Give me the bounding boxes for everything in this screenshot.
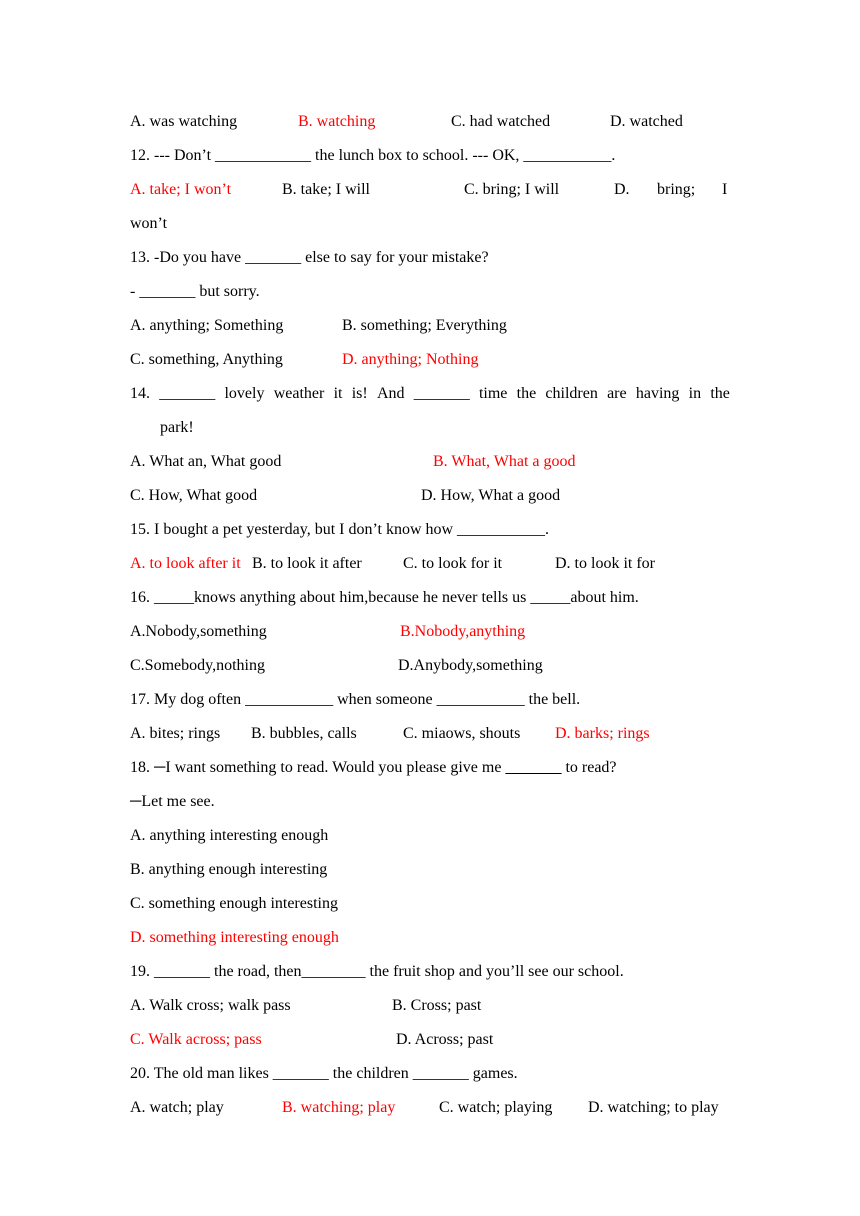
q14-stem-line [130,382,730,406]
q16-option-b-answer: B.Nobody,anything [400,623,526,640]
q18-option-a: A. anything interesting enough [130,827,329,844]
q14-option-a: A. What an, What good [130,453,282,470]
q14-stem-word: children [545,385,598,402]
q19-option-a: A. Walk cross; walk pass [130,997,291,1014]
q18-stem-suffix: to read? [561,759,617,776]
q14-stem-word: lovely [224,385,265,402]
q19-option-b: B. Cross; past [392,997,482,1014]
q18-stem [130,759,617,776]
q14-stem-word: in [688,385,702,402]
q12-option-c: C. bring; I will [464,181,560,198]
q12-option-b: B. take; I will [282,181,370,198]
q14-option-c: C. How, What good [130,487,258,504]
q12-option-d-label: D. [614,181,630,198]
q14-option-d: D. How, What a good [421,487,561,504]
q11-option-d: D. watched [610,113,683,130]
q19-option-d: D. Across; past [396,1031,494,1048]
q19-option-c-answer: C. Walk across; pass [130,1031,262,1048]
q15-option-b: B. to look it after [252,555,362,572]
q16-option-a: A.Nobody,something [130,623,267,640]
q18-stem2: ─Let me see. [130,793,215,810]
q13-option-c: C. something, Anything [130,351,283,368]
q18-stem-blank: _______ [505,759,562,776]
q14-stem-word: it [333,385,343,402]
q15-stem: 15. I bought a pet yesterday, but I don’t know how ___________. [130,521,550,538]
q18-stem-prefix: 18. ─I want something to read. Would you please give me [130,759,506,776]
q18-stem-line [0,756,617,780]
q11-option-c: C. had watched [451,113,551,130]
q20-option-c: C. watch; playing [439,1099,553,1116]
q12-option-d-word2: I [722,181,728,198]
q16-option-c: C.Somebody,nothing [130,657,265,674]
q12-stem: 12. --- Don’t ____________ the lunch box to school. --- OK, ___________. [130,147,616,164]
q13-option-b: B. something; Everything [342,317,507,334]
q14-stem-word: 14. [130,385,150,402]
q14-stem-word: _______ [159,385,216,402]
q13-stem: 13. -Do you have _______ else to say for your mistake? [130,249,489,266]
q12-option-d-word1: bring; [657,181,696,198]
q20-stem: 20. The old man likes _______ the children _______ games. [130,1065,518,1082]
q14-stem-word: the [516,385,537,402]
q14-stem-word: the [710,385,730,402]
q20-option-b-answer: B. watching; play [282,1099,396,1116]
q15-option-a-answer: A. to look after it [130,555,241,572]
q14-stem-word: is! [351,385,368,402]
q16-stem: 16. _____knows anything about him,because he never tells us _____about him. [130,589,639,606]
q11-option-a: A. was watching [130,113,238,130]
q17-option-d-answer: D. barks; rings [555,725,650,742]
q19-stem: 19. _______ the road, then________ the fruit shop and you’ll see our school. [130,963,624,980]
q14-stem-word: having [635,385,680,402]
q13-option-d-answer: D. anything; Nothing [342,351,479,368]
q12-option-a-answer: A. take; I won’t [130,181,232,198]
q14-stem-wrap: park! [160,419,194,436]
q14-option-b-answer: B. What, What a good [433,453,576,470]
q13-stem2: - _______ but sorry. [130,283,260,300]
q11-option-b-answer: B. watching [298,113,376,130]
q18-option-d-answer: D. something interesting enough [130,929,339,946]
q14-stem-word: weather [273,385,325,402]
q12-option-d-wrap: won’t [130,215,168,232]
q18-option-b: B. anything enough interesting [130,861,328,878]
q14-stem-word: And [376,385,405,402]
q16-option-d: D.Anybody,something [398,657,543,674]
q14-stem-word: are [607,385,627,402]
q17-stem: 17. My dog often ___________ when someone ___________ the bell. [130,691,581,708]
q14-stem-word: _______ [413,385,470,402]
q13-option-a: A. anything; Something [130,317,284,334]
q17-option-a: A. bites; rings [130,725,221,742]
q14-stem-word: time [478,385,508,402]
q20-option-d: D. watching; to play [588,1099,719,1116]
q17-option-b: B. bubbles, calls [251,725,357,742]
q18-option-c: C. something enough interesting [130,895,338,912]
q15-option-c: C. to look for it [403,555,503,572]
q20-option-a: A. watch; play [130,1099,224,1116]
q15-option-d: D. to look it for [555,555,655,572]
q17-option-c: C. miaows, shouts [403,725,521,742]
